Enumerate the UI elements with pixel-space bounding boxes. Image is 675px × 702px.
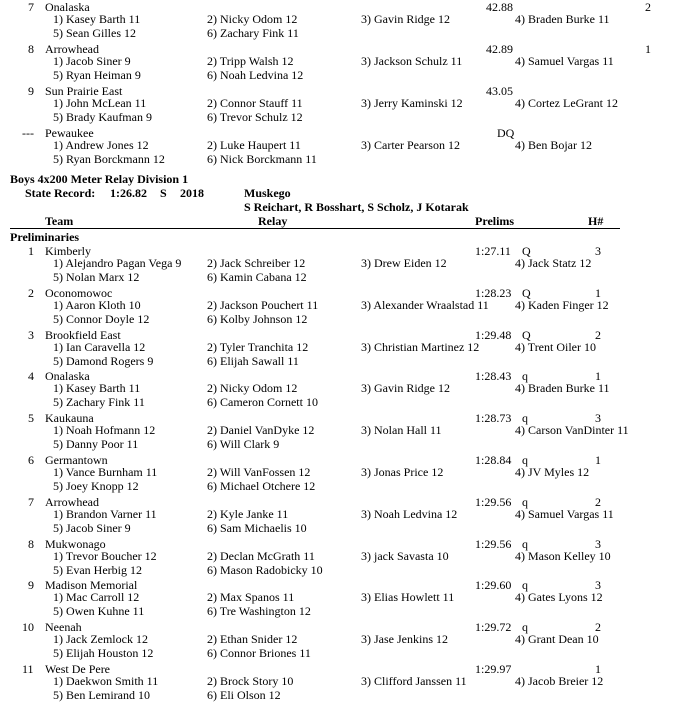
relay-member: 4) Grant Dean 10: [515, 632, 599, 646]
relay-member: 4) Cortez LeGrant 12: [515, 96, 618, 110]
prelims-time: 1:29.97: [475, 662, 512, 676]
member-row: [0, 563, 675, 577]
qualifier: q: [522, 620, 528, 634]
relay-member: 3) Noah Ledvina 12: [361, 507, 458, 521]
relay-member: 1) Jack Zemlock 12: [53, 632, 148, 646]
record-year: 2018: [180, 186, 204, 200]
qualifier: q: [522, 537, 528, 551]
relay-member: 4) Jack Statz 12: [515, 256, 592, 270]
relay-member: 2) Declan McGrath 11: [207, 549, 315, 563]
member-row: [0, 298, 675, 312]
section-heading: Preliminaries: [10, 230, 80, 244]
team-name: Neenah: [45, 620, 82, 634]
finals-time: 42.89: [486, 42, 513, 56]
relay-member: 6) Zachary Fink 11: [207, 26, 299, 40]
relay-member: 4) Mason Kelley 10: [515, 549, 611, 563]
relay-member: 5) Ryan Borckmann 12: [53, 152, 165, 166]
place: ---: [22, 126, 34, 140]
qualifier: q: [522, 411, 528, 425]
team-name: Onalaska: [45, 369, 90, 383]
record-label: State Record:: [25, 186, 96, 200]
relay-member: 1) Noah Hofmann 12: [53, 423, 156, 437]
member-row: [0, 590, 675, 604]
relay-member: 3) Gavin Ridge 12: [361, 381, 450, 395]
relay-member: 4) Samuel Vargas 11: [515, 54, 614, 68]
relay-member: 1) John McLean 11: [53, 96, 147, 110]
relay-member: 2) Tyler Tranchita 12: [207, 340, 309, 354]
member-row: [0, 688, 675, 702]
relay-member: 5) Sean Gilles 12: [53, 26, 136, 40]
relay-member: 5) Brady Kaufman 9: [53, 110, 152, 124]
record-members-row: [0, 200, 675, 214]
prev-member-row: [0, 138, 675, 152]
relay-member: 2) Jack Schreiber 12: [207, 256, 306, 270]
section-heading-row: [0, 230, 675, 244]
relay-member: 3) Drew Eiden 12: [361, 256, 447, 270]
team-name: Arrowhead: [45, 42, 99, 56]
relay-member: 3) Clifford Janssen 11: [361, 674, 467, 688]
place: 7: [28, 495, 34, 509]
finals-time: 43.05: [486, 84, 513, 98]
points: 1: [645, 42, 651, 56]
relay-member: 6) Nick Borckmann 11: [207, 152, 317, 166]
event-title-row: [0, 172, 675, 186]
relay-member: 4) Trent Oiler 10: [515, 340, 596, 354]
qualifier: Q: [522, 328, 531, 342]
relay-member: 4) JV Myles 12: [515, 465, 590, 479]
relay-member: 1) Kasey Barth 11: [53, 381, 141, 395]
relay-member: 6) Cameron Cornett 10: [207, 395, 318, 409]
record-team: Muskego: [244, 186, 291, 200]
place: 2: [28, 286, 34, 300]
relay-member: 1) Ian Caravella 12: [53, 340, 146, 354]
relay-member: 6) Trevor Schulz 12: [207, 110, 303, 124]
relay-member: 4) Braden Burke 11: [515, 12, 610, 26]
heat-number: 2: [595, 495, 601, 509]
relay-member: 1) Trevor Boucher 12: [53, 549, 157, 563]
col-team: Team: [45, 214, 74, 228]
relay-member: 2) Nicky Odom 12: [207, 12, 298, 26]
relay-member: 5) Zachary Fink 11: [53, 395, 145, 409]
relay-member: 4) Ben Bojar 12: [515, 138, 592, 152]
relay-member: 5) Joey Knopp 12: [53, 479, 139, 493]
relay-member: 3) Jerry Kaminski 12: [361, 96, 463, 110]
team-name: Arrowhead: [45, 495, 99, 509]
relay-member: 1) Brandon Varner 11: [53, 507, 157, 521]
prev-member-row: [0, 26, 675, 40]
relay-member: 3) Jase Jenkins 12: [361, 632, 448, 646]
member-row: [0, 549, 675, 563]
heat-number: 3: [595, 244, 601, 258]
relay-member: 3) Carter Pearson 12: [361, 138, 460, 152]
relay-member: 6) Elijah Sawall 11: [207, 354, 299, 368]
prelims-time: 1:29.48: [475, 328, 512, 342]
relay-member: 5) Connor Doyle 12: [53, 312, 150, 326]
relay-member: 2) Daniel VanDyke 12: [207, 423, 315, 437]
heat-number: 2: [595, 328, 601, 342]
relay-member: 6) Will Clark 9: [207, 437, 280, 451]
place: 1: [28, 244, 34, 258]
relay-member: 4) Kaden Finger 12: [515, 298, 609, 312]
member-row: [0, 479, 675, 493]
prev-member-row: [0, 54, 675, 68]
member-row: [0, 395, 675, 409]
prelims-time: 1:27.11: [475, 244, 511, 258]
finals-time: 42.88: [486, 0, 513, 14]
place: 8: [28, 42, 34, 56]
relay-member: 3) Gavin Ridge 12: [361, 12, 450, 26]
member-row: [0, 312, 675, 326]
relay-member: 6) Kolby Johnson 12: [207, 312, 308, 326]
member-row: [0, 354, 675, 368]
team-name: Madison Memorial: [45, 578, 138, 592]
relay-member: 5) Jacob Siner 9: [53, 521, 131, 535]
qualifier: q: [522, 578, 528, 592]
member-row: [0, 340, 675, 354]
team-name: West De Pere: [45, 662, 111, 676]
relay-member: 4) Gates Lyons 12: [515, 590, 603, 604]
heat-number: 1: [595, 453, 601, 467]
relay-member: 3) Jackson Schulz 11: [361, 54, 463, 68]
relay-member: 6) Mason Radobicky 10: [207, 563, 323, 577]
event-title: Boys 4x200 Meter Relay Division 1: [10, 172, 189, 186]
member-row: [0, 423, 675, 437]
relay-member: 5) Elijah Houston 12: [53, 646, 154, 660]
points: 2: [645, 0, 651, 14]
relay-member: 2) Nicky Odom 12: [207, 381, 298, 395]
relay-member: 3) Nolan Hall 11: [361, 423, 442, 437]
prev-member-row: [0, 110, 675, 124]
relay-member: 3) Alexander Wraalstad 11: [361, 298, 489, 312]
place: 11: [22, 662, 34, 676]
relay-member: 6) Sam Michaelis 10: [207, 521, 307, 535]
place: 5: [28, 411, 34, 425]
place: 3: [28, 328, 34, 342]
team-name: Onalaska: [45, 0, 90, 14]
prelims-time: 1:28.84: [475, 453, 512, 467]
prev-member-row: [0, 96, 675, 110]
relay-member: 2) Luke Haupert 11: [207, 138, 301, 152]
heat-number: 1: [595, 662, 601, 676]
relay-member: 6) Connor Briones 11: [207, 646, 311, 660]
heat-number: 1: [595, 369, 601, 383]
member-row: [0, 381, 675, 395]
member-row: [0, 270, 675, 284]
col-relay: Relay: [258, 214, 288, 228]
heat-number: 3: [595, 537, 601, 551]
relay-member: 6) Noah Ledvina 12: [207, 68, 304, 82]
qualifier: Q: [522, 244, 531, 258]
relay-member: 2) Tripp Walsh 12: [207, 54, 294, 68]
relay-member: 3) Christian Martinez 12: [361, 340, 480, 354]
relay-member: 4) Samuel Vargas 11: [515, 507, 614, 521]
member-row: [0, 604, 675, 618]
team-name: Kimberly: [45, 244, 91, 258]
heat-number: 3: [595, 578, 601, 592]
place: 9: [28, 84, 34, 98]
relay-member: 2) Kyle Janke 11: [207, 507, 289, 521]
team-name: Germantown: [45, 453, 108, 467]
relay-member: 6) Tre Washington 12: [207, 604, 311, 618]
team-name: Sun Prairie East: [45, 84, 123, 98]
relay-member: 3) Jonas Price 12: [361, 465, 444, 479]
place: 10: [22, 620, 34, 634]
relay-member: 1) Daekwon Smith 11: [53, 674, 159, 688]
prev-member-row: [0, 12, 675, 26]
relay-member: 4) Braden Burke 11: [515, 381, 610, 395]
prev-member-row: [0, 68, 675, 82]
team-name: Brookfield East: [45, 328, 121, 342]
relay-member: 1) Alejandro Pagan Vega 9: [53, 256, 182, 270]
relay-member: 2) Ethan Snider 12: [207, 632, 298, 646]
relay-member: 1) Jacob Siner 9: [53, 54, 131, 68]
col-heat: H#: [588, 214, 604, 228]
relay-member: 5) Ryan Heiman 9: [53, 68, 141, 82]
qualifier: q: [522, 453, 528, 467]
relay-member: 5) Danny Poor 11: [53, 437, 139, 451]
qualifier: Q: [522, 286, 531, 300]
relay-member: 1) Andrew Jones 12: [53, 138, 149, 152]
finals-time: DQ: [497, 126, 515, 140]
heat-number: 3: [595, 411, 601, 425]
member-row: [0, 674, 675, 688]
state-record-row: [0, 186, 675, 200]
member-row: [0, 507, 675, 521]
relay-member: 2) Will VanFossen 12: [207, 465, 311, 479]
header-divider: [10, 228, 620, 229]
team-name: Pewaukee: [45, 126, 94, 140]
relay-member: 6) Michael Otchere 12: [207, 479, 316, 493]
relay-member: 1) Vance Burnham 11: [53, 465, 158, 479]
relay-member: 5) Damond Rogers 9: [53, 354, 154, 368]
team-name: Mukwonago: [45, 537, 106, 551]
prelims-time: 1:29.72: [475, 620, 512, 634]
relay-member: 5) Nolan Marx 12: [53, 270, 140, 284]
column-headers: [0, 214, 675, 228]
heat-number: 2: [595, 620, 601, 634]
prelims-time: 1:28.23: [475, 286, 512, 300]
relay-member: 1) Kasey Barth 11: [53, 12, 141, 26]
prelims-time: 1:29.56: [475, 537, 512, 551]
relay-member: 2) Brock Story 10: [207, 674, 294, 688]
relay-member: 4) Jacob Breier 12: [515, 674, 604, 688]
place: 6: [28, 453, 34, 467]
member-row: [0, 646, 675, 660]
member-row: [0, 632, 675, 646]
prelims-time: 1:29.60: [475, 578, 512, 592]
place: 9: [28, 578, 34, 592]
col-prelims: Prelims: [475, 214, 515, 228]
relay-member: 1) Aaron Kloth 10: [53, 298, 141, 312]
place: 7: [28, 0, 34, 14]
member-row: [0, 256, 675, 270]
prelims-time: 1:29.56: [475, 495, 512, 509]
prelims-time: 1:28.43: [475, 369, 512, 383]
qualifier: q: [522, 495, 528, 509]
record-time: 1:26.82: [110, 186, 147, 200]
member-row: [0, 521, 675, 535]
relay-member: 5) Ben Lemirand 10: [53, 688, 150, 702]
qualifier: q: [522, 369, 528, 383]
relay-member: 6) Kamin Cabana 12: [207, 270, 307, 284]
team-name: Kaukauna: [45, 411, 94, 425]
prev-member-row: [0, 152, 675, 166]
relay-member: 1) Mac Carroll 12: [53, 590, 140, 604]
record-members: S Reichart, R Bosshart, S Scholz, J Kotarak: [244, 200, 469, 214]
member-row: [0, 437, 675, 451]
prelims-time: 1:28.73: [475, 411, 512, 425]
relay-member: 2) Max Spanos 11: [207, 590, 295, 604]
relay-member: 6) Eli Olson 12: [207, 688, 281, 702]
place: 4: [28, 369, 34, 383]
relay-member: 5) Owen Kuhne 11: [53, 604, 145, 618]
relay-member: 3) jack Savasta 10: [361, 549, 449, 563]
record-code: S: [160, 186, 167, 200]
relay-member: 2) Connor Stauff 11: [207, 96, 303, 110]
relay-member: 3) Elias Howlett 11: [361, 590, 455, 604]
relay-member: 4) Carson VanDinter 11: [515, 423, 629, 437]
team-name: Oconomowoc: [45, 286, 113, 300]
place: 8: [28, 537, 34, 551]
member-row: [0, 465, 675, 479]
relay-member: 2) Jackson Pouchert 11: [207, 298, 319, 312]
relay-member: 5) Evan Herbig 12: [53, 563, 142, 577]
heat-number: 1: [595, 286, 601, 300]
